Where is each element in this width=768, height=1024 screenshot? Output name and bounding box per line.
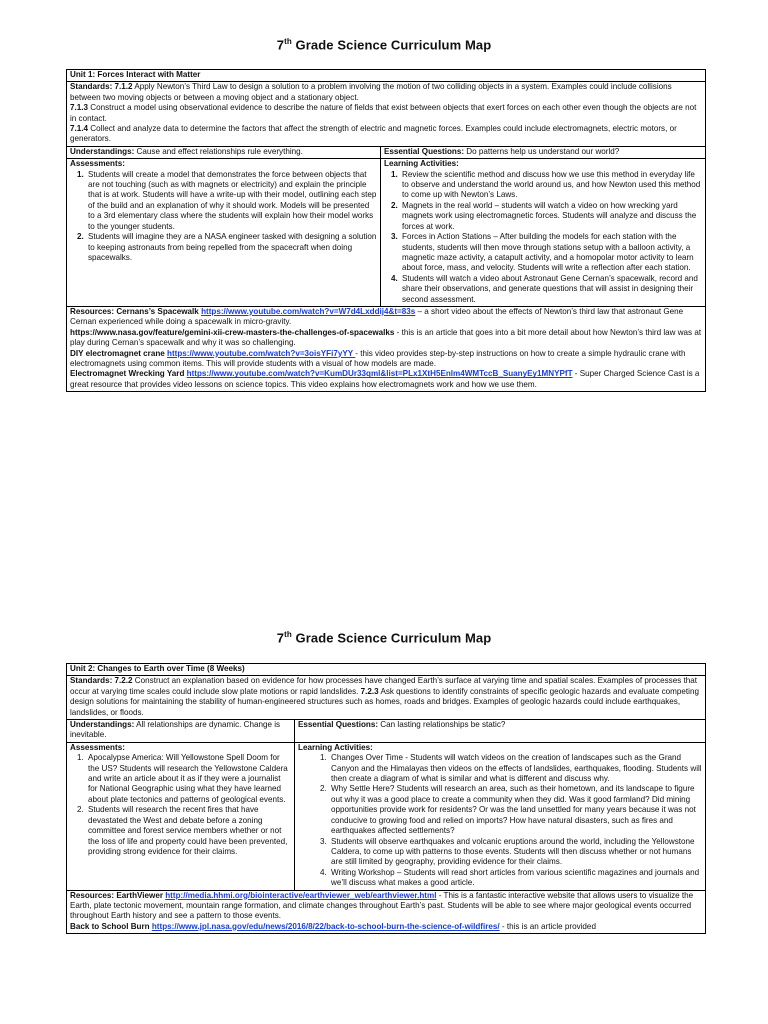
list-item: 4. Students will watch a video about Astronaut Gene Cernan’s spacewalk, record and share their observations, and generate questions that will assist in designing their second assessment. [400,274,702,305]
list-item: 3. Forces in Action Stations – After building the models for each station with the students, students will then move through stations setup with a balloon activity, a magnetic maze activity, a catapult activity, and a homopolar motor activity to learn about force, mass, and velocity. Students will write a reflection after each station. [400,232,702,274]
list-item: 2. Students will imagine they are a NASA engineer tasked with designing a solution to keeping astronauts from being repelled from the spacecraft when doing spacewalks. [86,232,377,263]
list-item: 1. Changes Over Time - Students will watch videos on the creation of landscapes such as the Grand Canyon and the Himalayas then videos on the effects of landslides, earthquakes, flooding. Students will then create a diagram of what is similar and what is different and discuss why. [329,753,702,784]
resource-link[interactable]: https://www.youtube.com/watch?v=W7d4Lxddij4&t=83s [201,306,416,316]
unit-title: Unit 2: Changes to Earth over Time (8 Weeks) [67,664,706,676]
resource-link[interactable]: https://www.jpl.nasa.gov/edu/news/2016/8/22/back-to-school-burn-the-science-of-wildfires/ [151,921,500,931]
resource-link-plain: https://www.nasa.gov/feature/gemini-xii-crew-masters-the-challenges-of-spacewalks [70,327,395,337]
standard-item: 7.1.4 Collect and analyze data to determine the factors that affect the strength of electric and magnetic forces. Examples could include electromagnets, electric motors, or generators. [70,124,677,144]
essential-questions-cell: Essential Questions: Do patterns help us understand our world? [381,146,706,158]
list-item: 2. Why Settle Here? Students will research an area, such as their hometown, and its landscape to figure out why it was a good place to create a community when they did. Was it good farmland? Did mining opportunities provide work for residents? Or was the land unsettled for many years because it was not conducive to growing food and relied on imports? How have natural disasters, such as fires and earthquakes affected settlements? [329,784,702,836]
assessments-cell [67,742,295,890]
assessments-heading: Assessments: [70,159,125,169]
curriculum-table-unit-1 [66,69,706,392]
standards-cell: Standards: 7.2.2 Construct an explanation based on evidence for how processes have changed Earth’s surface at varying time and spatial scales. Examples of processes that occur at varying time scales could include slow plate motions or rapid landslides. 7.2.3 Ask questions to identify constraints of specific geologic hazards and evaluate competing design solutions for maintaining the stability of human-engineered structures such as homes, roads and bridges. Examples of geologic hazards could include earthquakes, landslides, or floods. [67,676,706,720]
assessments-heading: Assessments: [70,742,125,752]
resource-link[interactable]: http://media.hhmi.org/biointeractive/earthviewer_web/earthviewer.html [165,890,437,900]
standard-item: Standards: 7.1.2 Apply Newton’s Third Law to design a solution to a problem involving the motion of two colliding objects in a system. Examples could include collisions between two moving objects or between a moving object and a stationary object. [70,82,672,102]
list-item: 2. Students will research the recent fires that have devastated the West and debate before a zoning committee and forest service members whether or not the loss of life and property could have been prevented, providing strong evidence for their claims. [86,805,291,857]
resource-link[interactable]: https://www.youtube.com/watch?v=3oisYFi7yYY [167,348,356,358]
curriculum-table-unit-2 [66,663,706,934]
list-item: 2. Magnets in the real world – students will watch a video on how wrecking yard magnets work using electromagnetic forces. Students will analyze and discuss the forces at work. [400,201,702,232]
list-item: 3. Students will observe earthquakes and volcanic eruptions around the world, including the Yellowstone Caldera, to come up with patterns to those events. Students will then discuss whether or not humans are still limited by geography, providing evidence for their claims. [329,837,702,868]
page-title: 7th Grade Science Curriculum Map [276,630,492,646]
page-title: 7th Grade Science Curriculum Map [276,37,492,53]
essential-questions-cell: Essential Questions: Can lasting relationships be static? [295,720,706,743]
list-item: 1. Apocalypse America: Will Yellowstone Spell Doom for the US? Students will research the Yellowstone Caldera and write an article about it as if they were a journalist for National Geographic using what they have learned about plate tectonics and patterns of geological events. [86,753,291,805]
learning-activities-cell [381,159,706,307]
standard-item: 7.1.3 Construct a model using observational evidence to describe the nature of fields that exist between objects that exert forces on each other even though the objects are not in contact. [70,103,697,123]
understandings-cell: Understandings: Cause and effect relationships rule everything. [67,146,381,158]
understandings-cell: Understandings: All relationships are dynamic. Change is inevitable. [67,720,295,743]
unit-title: Unit 1: Forces Interact with Matter [67,70,706,82]
standards-cell [67,82,706,146]
resource-link[interactable]: https://www.youtube.com/watch?v=KumDUr33qml&list=PLx1XtH5Enlm4WMTccB_SuanyEy1MNYPfT [186,369,573,379]
list-item: 4. Writing Workshop – Students will read short articles from various scientific magazines and journals and we’ll discuss what makes a good article. [329,868,702,889]
assessments-cell [67,159,381,307]
activities-heading: Learning Activities: [384,159,459,169]
resources-cell: Resources: EarthViewer http://media.hhmi.org/biointeractive/earthviewer_web/earthviewer.html - This is a fantastic interactive website that allows users to visualize the Earth, plate tectonic movement, mountain range formation, and climate changes throughout Earth’s past. Students will be able to see where major geological events occurred throughout Earth history and see a pattern to those events. Back to School Burn https://www.jpl.nasa.gov/edu/news/2016/8/22/back-to-school-burn-the-science-of-wildfires/ - this is an article provided [67,890,706,934]
list-item: 1. Students will create a model that demonstrates the force between objects that are not touching (such as with magnets or electricity) and explain the principle that is at work. Students will have a write-up with their model, outlining each step of the build and an explanation of why it should work. Models will be presented to a 3rd elementary class where the students will explain how their model works to the younger students. [86,170,377,232]
list-item: 1. Review the scientific method and discuss how we use this method in everyday life to observe and understand the world around us, and how Newton used this method to come up with Newton’s Laws. [400,170,702,201]
resources-cell: Resources: Cernans’s Spacewalk https://www.youtube.com/watch?v=W7d4Lxddij4&t=83s – a short video about the effects of Newton’s third law that astronaut Gene Cernan experienced while doing a spacewalk in micro-gravity. https://www.nasa.gov/feature/gemini-xii-crew-masters-the-challenges-of-spacewalks - this is an article that goes into a bit more detail about how Newton’s third law was at play during Cernan’s spacewalk and why it was so challenging. DIY electromagnet crane https://www.youtube.com/watch?v=3oisYFi7yYY - this video provides step-by-step instructions on how to create a simple hydraulic crane with electromagnets using common items. This will provide students with a visual of how models are made. Electromagnet Wrecking Yard https://www.youtube.com/watch?v=KumDUr33qml&list=PLx1XtH5Enlm4WMTccB_SuanyEy1MNYPfT - Super Charged Science Cast is a great resource that provides video lessons on science topics. This video explains how electromagnets work and how we use them. [67,306,706,391]
learning-activities-cell [295,742,706,890]
activities-heading: Learning Activities: [298,742,373,752]
